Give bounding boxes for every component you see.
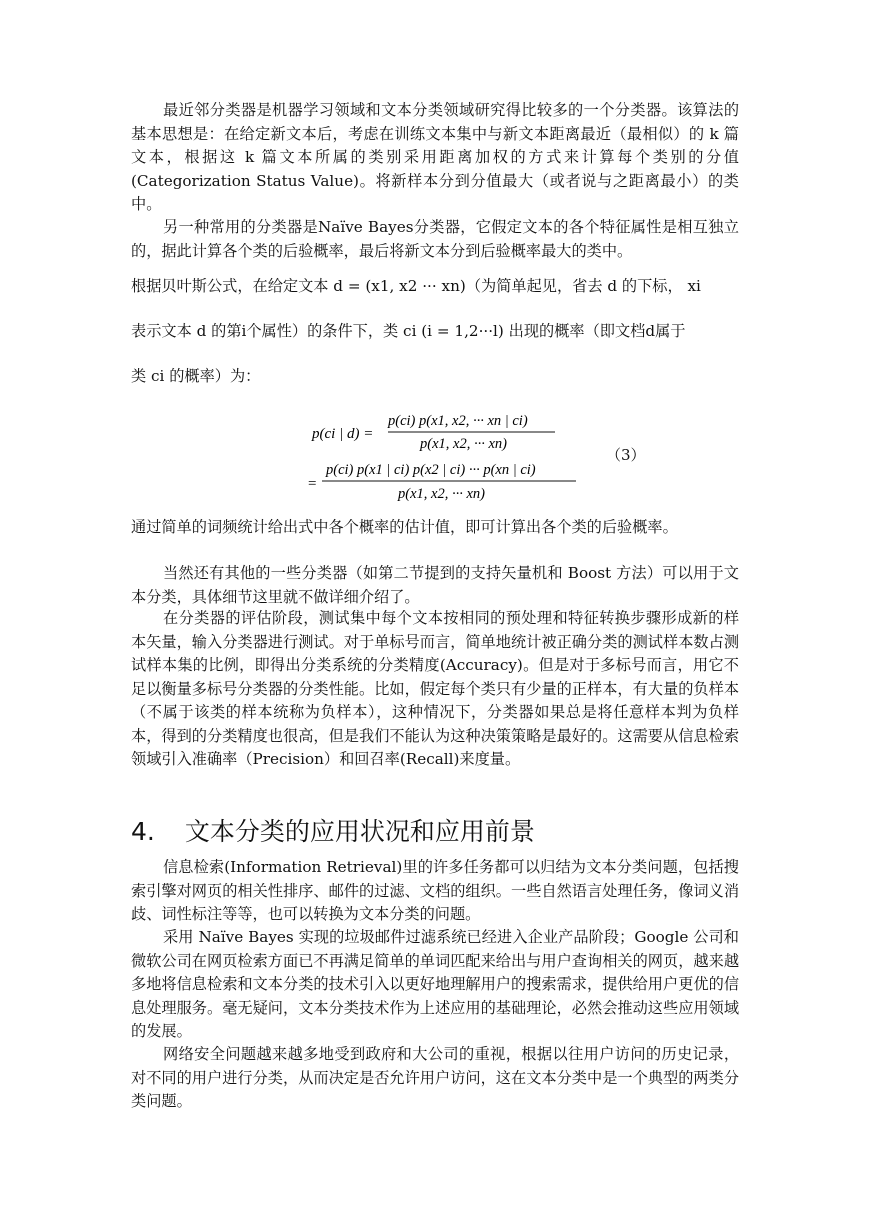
paragraph-info-retrieval: 信息检索(Information Retrieval)里的许多任务都可以归结为文本分类问题，包括搜索引擎对网页的相关性排序、邮件的过滤、文档的组织。一些自然语言处理任务，像词义消歧、词性标注等等，也可以转换为文本分类的问题。 [131, 858, 739, 923]
section-number: 4. [131, 817, 155, 846]
paragraph-bayes-line3: 类 ci 的概率）为： [131, 367, 261, 385]
paragraph-estimate: 通过简单的词频统计给出式中各个概率的估计值，即可计算出各个类的后验概率。 [131, 518, 678, 536]
equation-numerator-1: p(ci) p(x1, x2, ··· xn | ci) [388, 413, 528, 429]
paragraph-other-classifiers: 当然还有其他的一些分类器（如第二节提到的支持矢量机和 Boost 方法）可以用于文本分类，具体细节这里就不做详细介绍了。 [131, 564, 739, 606]
paragraph-evaluation: 在分类器的评估阶段，测试集中每个文本按相同的预处理和特征转换步骤形成新的样本矢量，输入分类器进行测试。对于单标号而言，简单地统计被正确分类的测试样本数占测试样本集的比例，即得出分类系统的分类精度(Accuracy)。但是对于多标号而言，用它不足以衡量多标号分类器的分类性能。比如，假定每个类只有少量的正样本，有大量的负样本（不属于该类的样本统称为负样本），这种情况下，分类器如果总是将任意样本判为负样本，得到的分类精度也很高，但是我们不能认为这种决策策略是最好的。这需要从信息检索领域引入准确率（Precision）和回召率(Recall)来度量。 [131, 609, 739, 768]
equation-numerator-2: p(ci) p(x1 | ci) p(x2 | ci) ··· p(xn | ci) [326, 462, 536, 478]
equation-lhs: p(ci | d) = [312, 426, 374, 442]
paragraph-naive-bayes: 另一种常用的分类器是Naïve Bayes分类器，它假定文本的各个特征属性是相互独立的，据此计算各个类的后验概率，最后将新文本分到后验概率最大的类中。 [131, 218, 739, 260]
section-heading [131, 815, 535, 849]
paragraph-bayes-line2: 表示文本 d 的第i个属性）的条件下，类 ci (i = 1,2···l) 出现的概率（即文档d属于 [131, 322, 686, 340]
paragraph-bayes-line1: 根据贝叶斯公式，在给定文本 d = (x1, x2 ··· xn)（为简单起见，省去 d 的下标， xi [131, 277, 701, 295]
paragraph-network-security: 网络安全问题越来越多地受到政府和大公司的重视，根据以往用户访问的历史记录，对不同的用户进行分类，从而决定是否允许用户访问，这在文本分类中是一个典型的两类分类问题。 [131, 1045, 739, 1110]
equation-number: （3） [606, 446, 646, 464]
section-title: 文本分类的应用状况和应用前景 [184, 817, 535, 846]
paragraph-knn: 最近邻分类器是机器学习领域和文本分类领域研究得比较多的一个分类器。该算法的基本思想是：在给定新文本后，考虑在训练文本集中与新文本距离最近（最相似）的 k 篇文本，根据这 k 篇文本所属的类别采用距离加权的方式来计算每个类别的分值(Categorization Status Value)。将新样本分到分值最大（或者说与之距离最小）的类中。 [131, 101, 739, 213]
paragraph-spam-filter: 采用 Naïve Bayes 实现的垃圾邮件过滤系统已经进入企业产品阶段；Google 公司和微软公司在网页检索方面已不再满足简单的单词匹配来给出与用户查询相关的网页，越来越多地将信息检索和文本分类的技术引入以更好地理解用户的搜索需求，提供给用户更优的信息处理服务。毫无疑问，文本分类技术作为上述应用的基础理论，必然会推动这些应用领域的发展。 [131, 928, 739, 1040]
equation-equals: = [308, 476, 317, 492]
equation-denominator-2: p(x1, x2, ··· xn) [398, 486, 485, 502]
equation-denominator-1: p(x1, x2, ··· xn) [420, 436, 507, 452]
